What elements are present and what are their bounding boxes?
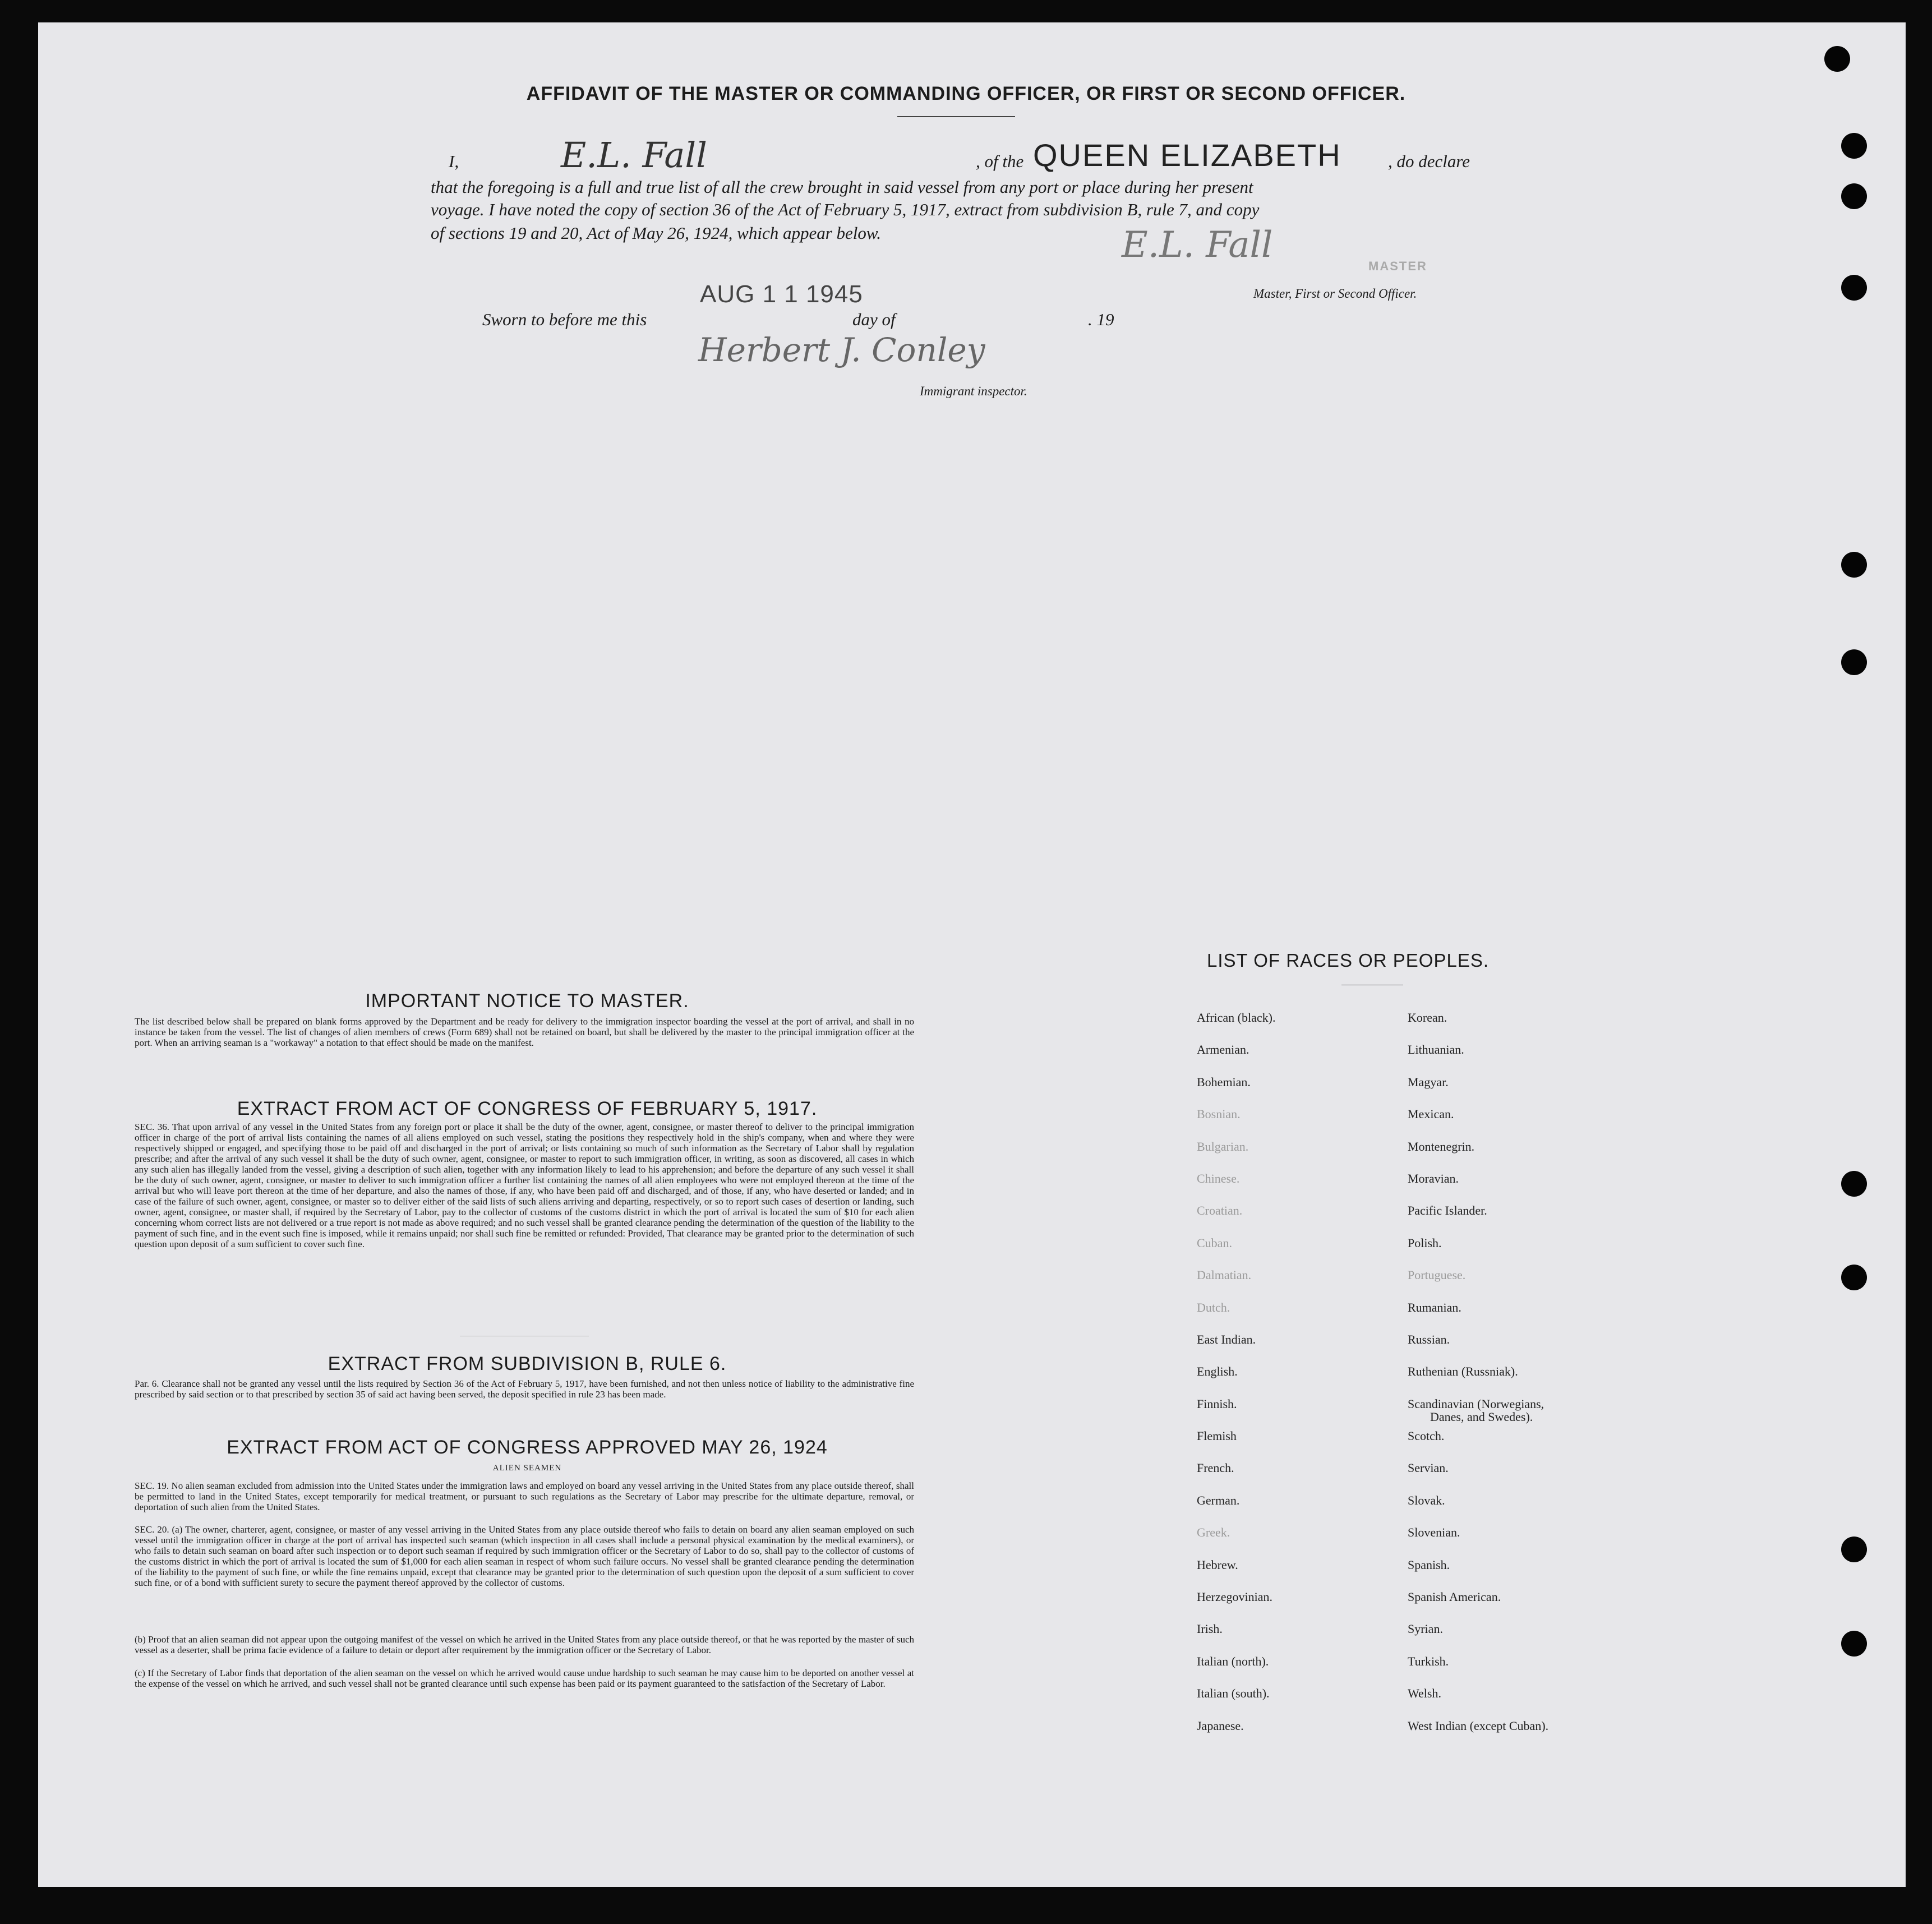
race-item: Slovak. — [1408, 1493, 1445, 1507]
extract-rule6-title: EXTRACT FROM SUBDIVISION B, RULE 6. — [328, 1353, 727, 1374]
race-item: Russian. — [1408, 1332, 1450, 1346]
race-item: Montenegrin. — [1408, 1139, 1475, 1154]
race-item: Dutch. — [1197, 1300, 1230, 1314]
race-item: Irish. — [1197, 1622, 1223, 1636]
race-item: Bosnian. — [1197, 1107, 1241, 1122]
race-item: Finnish. — [1197, 1396, 1237, 1411]
race-item: Dalmatian. — [1197, 1268, 1252, 1282]
date-stamp: AUG 1 1 1945 — [700, 280, 863, 308]
race-item: Greek. — [1197, 1525, 1230, 1540]
race-item: Ruthenian (Russniak). — [1408, 1364, 1518, 1379]
master-signature: E.L. Fall — [561, 135, 707, 176]
declaration-line-1: that the foregoing is a full and true list of all the crew brought in said vessel from any port or place during her present — [431, 177, 1253, 197]
race-item: Spanish American. — [1408, 1590, 1501, 1604]
officer-label: Master, First or Second Officer. — [1253, 287, 1417, 301]
punch-hole — [1841, 183, 1867, 209]
race-item: Pacific Islander. — [1408, 1203, 1487, 1218]
extract-1917-title: EXTRACT FROM ACT OF CONGRESS OF FEBRUARY 5, 1917. — [237, 1098, 818, 1119]
declaration-line-3: of sections 19 and 20, Act of May 26, 1924, which appear below. — [431, 223, 882, 243]
races-title: LIST OF RACES OR PEOPLES. — [1207, 950, 1490, 971]
extract-rule6-text: Par. 6. Clearance shall not be granted any vessel until the lists required by Section 36 of the Act of February 5, 1917, have been furnished, and not then unless notice of liability to the administrative fine prescribed by said section or to that prescribed by section 35 of said act having been served, the deposit specified in rule 23 has been made. — [135, 1378, 914, 1400]
races-right-column — [1408, 1011, 1722, 1751]
sworn-year: . 19 — [1088, 310, 1114, 329]
race-item: Magyar. — [1408, 1074, 1449, 1089]
sworn-day-of: day of — [852, 310, 896, 329]
race-item: Polish. — [1408, 1235, 1442, 1250]
race-item: Croatian. — [1197, 1203, 1243, 1218]
punch-hole — [1841, 1537, 1867, 1562]
race-item: Syrian. — [1408, 1622, 1443, 1636]
declaration-i: I, — [449, 151, 459, 171]
race-item: German. — [1197, 1493, 1240, 1507]
inspector-signature: Herbert J. Conley — [698, 331, 985, 369]
punch-hole — [1841, 1631, 1867, 1657]
races-left-column — [1197, 1011, 1421, 1751]
punch-hole — [1841, 1171, 1867, 1197]
race-item-scandinavian: Scandinavian (Norwegians, — [1408, 1396, 1544, 1411]
race-item: Japanese. — [1197, 1718, 1244, 1733]
race-item: Scotch. — [1408, 1429, 1445, 1443]
punch-hole — [1841, 552, 1867, 578]
inspector-label: Immigrant inspector. — [920, 384, 1027, 398]
affidavit-title: AFFIDAVIT OF THE MASTER OR COMMANDING OFFICER, OR FIRST OR SECOND OFFICER. — [526, 83, 1406, 104]
race-item: Hebrew. — [1197, 1557, 1238, 1572]
race-item: Lithuanian. — [1408, 1042, 1464, 1057]
punch-hole — [1841, 275, 1867, 301]
race-item: Italian (south). — [1197, 1686, 1270, 1701]
race-item: Spanish. — [1408, 1557, 1450, 1572]
extract-1924-sec20: SEC. 20. (a) The owner, charterer, agent, consignee, or master of any vessel arriving in the United States from any place outside thereof who fails to detain on board any alien seaman employed on such vessel until the immigration officer in charge at the port of arrival has inspected such seaman (which inspection in all cases shall include a personal physical examination by the medical examiners), or who fails to detain such seaman on board after such inspection or to deport such seaman if required by such immigration officer or the Secretary of Labor to do so, shall pay to the collector of customs of the customs district in which the port of arrival is located the sum of $1,000 for each alien seaman in respect of whom such failure occurs. No vessel shall be granted clearance pending the determination of the liability to the payment of such fine, or while the fine remains unpaid, except that clearance may be granted prior to the determination of such question upon the deposit of a sum sufficient to cover such fine, or of a bond with sufficient surety to secure the payment thereof approved by the collector of customs. — [135, 1524, 914, 1588]
extract-1924-subtitle: ALIEN SEAMEN — [492, 1464, 562, 1473]
race-item: Slovenian. — [1408, 1525, 1460, 1540]
faint-master-stamp: MASTER — [1368, 259, 1427, 273]
race-item: Portuguese. — [1408, 1268, 1466, 1282]
race-item: African (black). — [1197, 1011, 1276, 1025]
punch-hole — [1841, 1265, 1867, 1290]
race-item: Mexican. — [1408, 1107, 1454, 1122]
race-item: Korean. — [1408, 1011, 1447, 1025]
extract-1917-text: SEC. 36. That upon arrival of any vessel in the United States from any foreign port or place it shall be the duty of the owner, agent, consignee, or master thereof to deliver to the principal immigration officer in charge of the port of arrival lists containing the names of all aliens employed on such vessel, stating the positions they respectively hold in the ship's company, when and where they were respectively shipped or engaged, and specifying those to be paid off and discharged in the port of arrival; or lists containing so much of such information as the Secretary of Labor shall by regulation prescribe; and after the arrival of any such vessel it shall be the duty of such owner, agent, consignee, or master to report to such immigration officer, in writing, as soon as discovered, all cases in which any such alien has illegally landed from the vessel, giving a description of such alien, together with any information likely to lead to his apprehension; and before the departure of any such vessel it shall be the duty of such owner, agent, consignee, or master to deliver to such immigration officer a further list containing the names of all alien employees who were not employed thereon at the time of the arrival but who will leave port thereon at the time of her departure, and also the names of those, if any, who have been paid off and discharged, and of those, if any, who have deserted or landed; and in case of the failure of such owner, agent, consignee, or master so to deliver either of the said lists of such aliens arriving and departing, respectively, or so to report such cases of desertion or landing, such owner, agent, consignee, or master shall, if required by the Secretary of Labor, pay to the collector of customs of the customs district in which the port of arrival is located the sum of $10 for each alien concerning whom correct lists are not delivered or a true report is not made as above required; and no such vessel shall be granted clearance pending the determination of the question of the liability to the payment of such fine, and in the event such fine is imposed, while it remains unpaid; nor shall such fine be remitted or refunded: Provided, That clearance may be granted prior to the determination of such question upon deposit of a sum sufficient to cover such fine. — [135, 1122, 914, 1249]
race-item-scandinavian-cont: Danes, and Swedes). — [1430, 1409, 1533, 1424]
sworn-prefix: Sworn to before me this — [482, 310, 647, 329]
race-item: Flemish — [1197, 1429, 1237, 1443]
notice-text: The list described below shall be prepared on blank forms approved by the Department and be ready for delivery to the immigration inspector boarding the vessel at the port of arrival, and shall in no instance be taken from the vessel. The list of changes of alien members of crews (Form 689) shall not be retained on board, but shall be delivered by the master to the principal immigration officer at the port. When an arriving seaman is a "workaway" a notation to that effect should be made on the manifest. — [135, 1016, 914, 1048]
extract-1924-par-b: (b) Proof that an alien seaman did not appear upon the outgoing manifest of the vessel on which he arrived in the United States from any place outside thereof, or that he was reported by the master of such vessel as a deserter, shall be prima facie evidence of a failure to detain or deport after requirement by the immigration officer or the Secretary of Labor. — [135, 1634, 914, 1655]
race-item: Armenian. — [1197, 1042, 1249, 1057]
race-item: Bulgarian. — [1197, 1139, 1249, 1154]
punch-hole — [1841, 649, 1867, 675]
extract-1924-title: EXTRACT FROM ACT OF CONGRESS APPROVED MAY 26, 1924 — [227, 1437, 828, 1458]
race-item: Italian (north). — [1197, 1654, 1269, 1668]
race-item — [1408, 1397, 1722, 1429]
race-item: English. — [1197, 1364, 1238, 1379]
race-item: Rumanian. — [1408, 1300, 1461, 1314]
declaration-line-2: voyage. I have noted the copy of section 36 of the Act of February 5, 1917, extract from subdivision B, rule 7, and copy — [431, 200, 1260, 219]
declaration-of-the: , of the — [976, 151, 1024, 171]
race-item: Herzegovinian. — [1197, 1590, 1272, 1604]
extract-1924-par-c: (c) If the Secretary of Labor finds that deportation of the alien seaman on the vessel on which he arrived would cause undue hardship to such seaman he may cause him to be deported on another vessel at the expense of the vessel on which he arrived, and such vessel shall not be granted clearance until such expense has been paid or its payment guaranteed to the satisfaction of the Secretary of Labor. — [135, 1668, 914, 1689]
race-item: Chinese. — [1197, 1171, 1240, 1185]
race-item: West Indian (except Cuban). — [1408, 1718, 1549, 1733]
officer-signature: E.L. Fall — [1122, 224, 1273, 266]
race-item: Turkish. — [1408, 1654, 1449, 1668]
race-item: Welsh. — [1408, 1686, 1441, 1701]
race-item: Cuban. — [1197, 1235, 1232, 1250]
race-item: Moravian. — [1408, 1171, 1459, 1185]
race-item: Servian. — [1408, 1461, 1449, 1475]
race-item: French. — [1197, 1461, 1234, 1475]
punch-hole — [1824, 46, 1850, 72]
notice-title: IMPORTANT NOTICE TO MASTER. — [365, 990, 689, 1012]
title-rule — [897, 116, 1015, 117]
race-item: East Indian. — [1197, 1332, 1256, 1346]
race-item: Bohemian. — [1197, 1074, 1251, 1089]
punch-hole — [1841, 133, 1867, 159]
declaration-do-declare: , do declare — [1388, 151, 1470, 171]
vessel-name: QUEEN ELIZABETH — [1033, 137, 1341, 173]
extract-1924-sec19: SEC. 19. No alien seaman excluded from admission into the United States under the immigration laws and employed on board any vessel arriving in the United States from any place outside thereof, shall be permitted to land in the United States, except temporarily for medical treatment, or pursuant to such regulations as the Secretary of Labor may prescribe for the ultimate departure, removal, or deportation of such alien from the United States. — [135, 1480, 914, 1512]
